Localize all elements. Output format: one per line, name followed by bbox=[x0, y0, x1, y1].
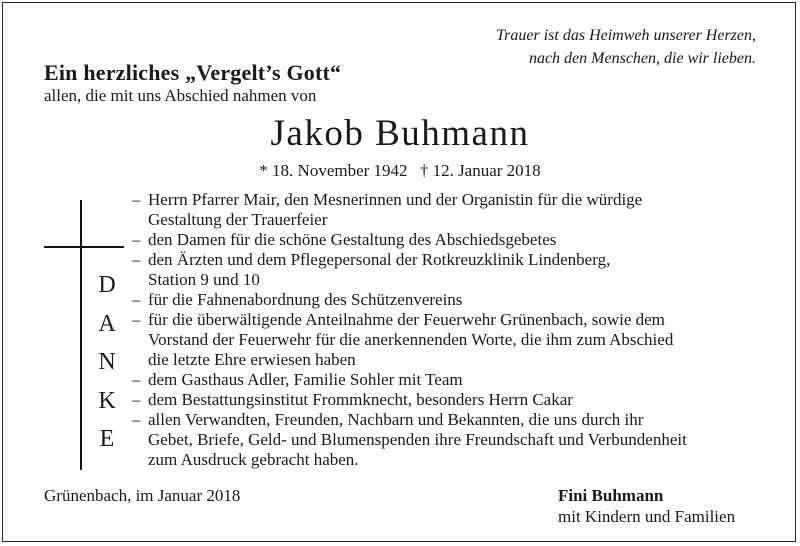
danke-vertical-word bbox=[92, 270, 122, 463]
list-item: – den Ärzten und dem Pflegepersonal der Rotkreuzklinik Lindenberg, Station 9 und 10 bbox=[132, 250, 687, 290]
danke-letter: A bbox=[98, 310, 116, 337]
list-item: – dem Bestattungsinstitut Frommknecht, besonders Herrn Cakar bbox=[132, 390, 687, 410]
danke-letter: K bbox=[98, 387, 116, 414]
quote-line-2: nach den Menschen, die wir lieben. bbox=[528, 50, 756, 67]
list-item: – Herrn Pfarrer Mair, den Mesnerinnen und der Organistin für die würdige Gestaltung der Trauerfeier bbox=[132, 190, 687, 230]
thanks-heading: Ein herzliches „Vergelt’s Gott“ bbox=[44, 60, 342, 85]
list-item: – für die Fahnenabordnung des Schützenvereins bbox=[132, 290, 687, 310]
list-item: – für die überwältigende Anteilnahme der Feuerwehr Grünenbach, sowie dem Vorstand der Feuerwehr für die anerkennenden Worte, die ihm zum Abschied die letzte Ehre erwiesen haben bbox=[132, 310, 687, 370]
cross-icon-vertical bbox=[80, 200, 82, 470]
thanks-list bbox=[132, 190, 687, 470]
birth-date: * 18. November 1942 bbox=[259, 161, 408, 180]
cross-icon-horizontal bbox=[44, 246, 124, 248]
death-date: † 12. Januar 2018 bbox=[419, 161, 541, 180]
list-item: – den Damen für die schöne Gestaltung des Abschiedsgebetes bbox=[132, 230, 687, 250]
place-date: Grünenbach, im Januar 2018 bbox=[44, 486, 241, 505]
danke-letter: N bbox=[98, 349, 116, 375]
intro-text: allen, die mit uns Abschied nahmen von bbox=[44, 86, 317, 105]
deceased-name: Jakob Buhmann bbox=[270, 113, 530, 154]
list-item: – allen Verwandten, Freunden, Nachbarn und Bekannten, die uns durch ihr Gebet, Briefe, Geld- und Blumenspenden ihre Freundschaft und Verbundenheit zum Ausdruck gebracht haben. bbox=[132, 410, 687, 470]
danke-letter: D bbox=[98, 272, 116, 298]
signer-family: mit Kindern und Familien bbox=[558, 507, 736, 526]
list-item: – dem Gasthaus Adler, Familie Sohler mit Team bbox=[132, 370, 687, 390]
signer-name: Fini Buhmann bbox=[558, 486, 664, 505]
mourning-quote bbox=[496, 24, 756, 70]
quote-line-1: Trauer ist das Heimweh unserer Herzen, bbox=[496, 27, 756, 44]
life-dates bbox=[0, 161, 800, 181]
danke-letter: E bbox=[99, 426, 115, 452]
